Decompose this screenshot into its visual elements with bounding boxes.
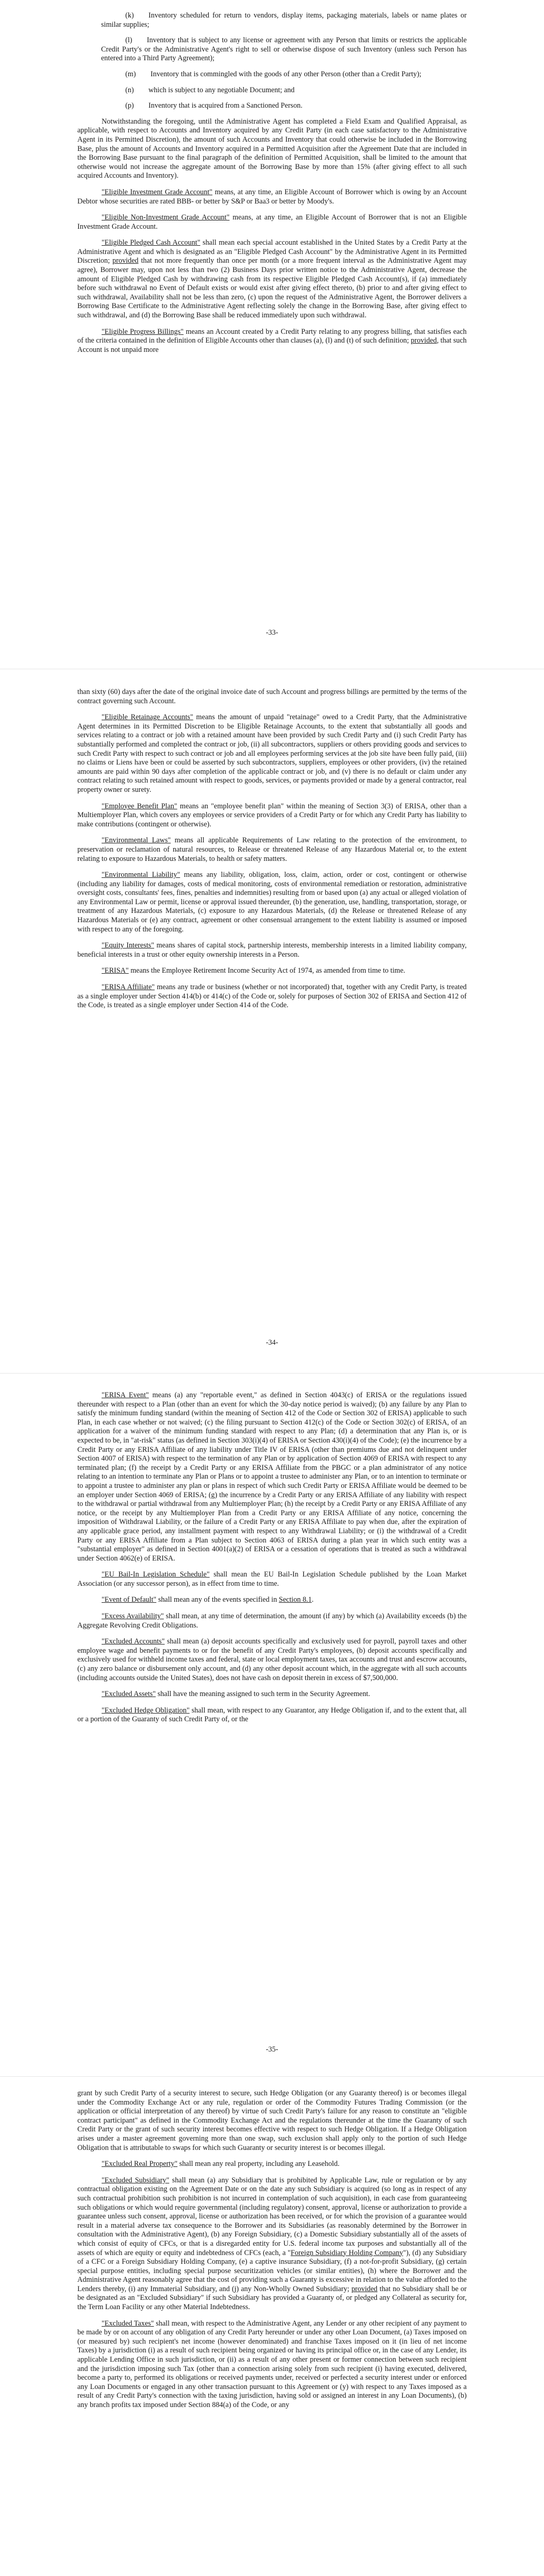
def-eligible-non-investment-grade-account: "Eligible Non-Investment Grade Account" means, at any time, an Eligible Account of Borrower that is not an Eligible Investment Grade Account.	[77, 213, 467, 231]
defined-term: "Eligible Progress Billings"	[102, 327, 184, 336]
def-equity-interests: "Equity Interests" means shares of capital stock, partnership interests, membership interests in a limited liability company, beneficial interests in a trust or other equity ownership interests in a Person.	[77, 941, 467, 959]
defined-term: "Eligible Pledged Cash Account"	[102, 239, 201, 247]
defined-term: "Eligible Non-Investment Grade Account"	[102, 213, 230, 222]
page-number: -34-	[266, 1338, 278, 1347]
def-excess-availability: "Excess Availability" shall mean, at any time of determination, the amount (if any) by which (a) Availability exceeds (b) the Aggregate Revolving Credit Obligations.	[77, 1612, 467, 1630]
clause-p: (p) Inventory that is acquired from a Sanctioned Person.	[125, 101, 303, 110]
def-erisa: "ERISA" means the Employee Retirement Income Security Act of 1974, as amended from time to time.	[102, 967, 405, 975]
defined-term: "ERISA Event"	[102, 1391, 149, 1399]
defined-term: "EU Bail-In Legislation Schedule"	[102, 1570, 210, 1579]
defined-term: "Excluded Subsidiary"	[102, 2176, 170, 2184]
def-eligible-investment-grade-account: "Eligible Investment Grade Account" means, at any time, an Eligible Account of Borrower which is owing by an Account Debtor whose securities are rated BBB- or better by S&P or Baa3 or better by Moody's.	[77, 188, 467, 206]
page-number: -35-	[266, 2045, 278, 2054]
defined-term: "Event of Default"	[102, 1596, 157, 1604]
defined-term: "Employee Benefit Plan"	[102, 802, 177, 810]
defined-term: "Excluded Taxes"	[102, 2319, 154, 2328]
continued-paragraph: grant by such Credit Party of a security interest to secure, such Hedge Obligation (or any Guaranty thereof) is or becomes illegal under the Commodity Exchange Act or any rule, regulation or order of the Commodity Futures Trading Commission (or the application or official interpretation of any thereof) by virtue of such Credit Party's failure for any reason to constitute an "eligible contract participant" as defined in the Commodity Exchange Act and the regulations thereunder at the time the Guaranty of such Credit Party or the grant of such security interest becomes effective with respect to such Hedge Obligation. If a Hedge Obligation arises under a master agreement governing more than one swap, such exclusion shall apply only to the portion of such Hedge Obligation that is attributable to swaps for which such Guaranty or security interest is or becomes illegal.	[77, 2089, 467, 2152]
page-34	[0, 688, 544, 1018]
defined-term: "Environmental Laws"	[102, 836, 171, 845]
defined-term: "ERISA Affiliate"	[102, 983, 155, 992]
defined-term: "Excluded Hedge Obligation"	[102, 1706, 190, 1715]
page-number: -33-	[266, 629, 278, 637]
def-erisa-event: "ERISA Event" means (a) any "reportable event," as defined in Section 4043(c) of ERISA or the regulations issued thereunder with respect to a Plan (other than an event for which the 30-day notice period is waived); (b) any failure by any Plan to satisfy the minimum funding standard (within the meaning of Section 412 of the Code or Section 302 of ERISA) applicable to such Plan, in each case whether or not waived; (c) the filing pursuant to Section 412(c) of the Code or Section 302(c) of ERISA, of an application for a waiver of the minimum funding standard with respect to any Plan; (d) a determination that any Plan is, or is expected to be, in "at-risk" status (as defined in Section 303(i)(4) of ERISA or Section 430(i)(4) of the Code); (e) the incurrence by a Credit Party or any ERISA Affiliate of any liability under Title IV of ERISA (other than premiums due and not delinquent under Section 4007 of ERISA) with respect to the termination of any Plan or by application of Section 4069 of ERISA with respect to any terminated plan; (f) the receipt by a Credit Party or any ERISA Affiliate from the PBGC or a plan administrator of any notice relating to an intention to terminate any Plan or Plans or to appoint a trustee to administer any Plan, or to an intention to terminate or to appoint a trustee to administer any plan or plans in respect of which such Credit Party or ERISA Affiliate would be deemed to be an employer under Section 4069 of ERISA; (g) the incurrence by a Credit Party or any ERISA Affiliate of any liability with respect to the withdrawal or partial withdrawal from any Multiemployer Plan; (h) the receipt by a Credit Party or any ERISA Affiliate of any notice, or the receipt by any Multiemployer Plan from a Credit Party or any ERISA Affiliate of any notice, concerning the imposition of Withdrawal Liability, or the failure of a Credit Party or any ERISA Affiliate to pay when due, after the expiration of any applicable grace period, any installment payment with respect to any Withdrawal Liability; or (i) the withdrawal of a Credit Party or any ERISA Affiliate from a Plan subject to Section 4063 of ERISA during a plan year in which such entity was a "substantial employer" as defined in Section 4001(a)(2) of ERISA or a cessation of operations that is treated as such a withdrawal under Section 4062(e) of ERISA.	[77, 1391, 467, 1563]
continued-paragraph: than sixty (60) days after the date of the original invoice date of such Account and progress billings are permitted by the terms of the contract governing such Account.	[77, 688, 467, 705]
def-eligible-progress-billings: "Eligible Progress Billings" means an Account created by a Credit Party relating to any progress billing, that satisfies each of the criteria contained in the definition of Eligible Accounts other than clauses (a), (l) and (t) of such definition; provided, that such Account is not unpaid more	[77, 327, 467, 354]
def-excluded-accounts: "Excluded Accounts" shall mean (a) deposit accounts specifically and exclusively used for payroll, payroll taxes and other employee wage and benefit payments to or for the benefit of any Credit Party's employees, (b) deposit accounts specifically and exclusively used for withheld income taxes and federal, state or local employment taxes, tax accounts and trust and escrow accounts, (c) any zero balance or disbursement only account, and (d) any other deposit account which, in the aggregate with all such accounts (including accounts outside the United States), does not have cash on deposit therein in excess of $7,500,000.	[77, 1637, 467, 1682]
clause-n: (n) which is subject to any negotiable Document; and	[125, 86, 295, 94]
section-reference: Section 8.1	[278, 1596, 312, 1604]
page-separator	[0, 1373, 544, 1374]
defined-term: "Environmental Liability"	[102, 871, 180, 879]
defined-term: "Excluded Real Property"	[102, 2160, 178, 2168]
defined-term: "ERISA"	[102, 967, 129, 975]
def-erisa-affiliate: "ERISA Affiliate" means any trade or business (whether or not incorporated) that, together with any Credit Party, is treated as a single employer under Section 414(b) or 414(c) of the Code or, solely for purposes of Section 302 of ERISA and Section 412 of the Code, is treated as a single employer under Section 414 of the Code.	[77, 983, 467, 1010]
page-separator	[0, 2076, 544, 2077]
def-environmental-liability: "Environmental Liability" means any liability, obligation, loss, claim, action, order or cost, contingent or otherwise (including any liability for damages, costs of medical monitoring, costs of environmental remediation or restoration, administrative oversight costs, consultants' fees, fines, penalties and indemnities) resulting from or based upon (a) any actual or alleged violation of any Environmental Law or permit, license or approval issued thereunder, (b) the generation, use, handling, transportation, storage, or treatment of any Hazardous Materials, (c) exposure to any Hazardous Materials, (d) the Release or threatened Release of any Hazardous Materials or (e) any contract, agreement or other consensual arrangement to the extent liability is assumed or imposed with respect to any of the foregoing.	[77, 871, 467, 934]
def-event-of-default: "Event of Default" shall mean any of the events specified in Section 8.1.	[102, 1596, 314, 1604]
defined-term: "Eligible Retainage Accounts"	[102, 713, 193, 722]
def-excluded-subsidiary: "Excluded Subsidiary" shall mean (a) any Subsidiary that is prohibited by Applicable Law, rule or regulation or by any contractual obligation existing on the Agreement Date or on the date any such Subsidiary is acquired (so long as in respect of any such contractual prohibition such prohibition is not incurred in contemplation of such acquisition), in each case from guaranteeing such obligations or which would require governmental (including regulatory) consent, approval, license or authorization to provide a guarantee unless such consent, approval, license or authorization has been received, or for which the provision of a guarantee would result in a material adverse tax consequence to the Borrower and its Subsidiaries (as reasonably determined by the Borrower in consultation with the Administrative Agent), (b) any Foreign Subsidiary, (c) a Domestic Subsidiary substantially all of the assets of which consist of equity of CFCs, or that is a disregarded entity for U.S. federal income tax purposes and substantially all of the assets of which are equity or equity and indebtedness of CFCs (each, a "Foreign Subsidiary Holding Company"), (d) any Subsidiary of a CFC or a Foreign Subsidiary Holding Company, (e) a captive insurance Subsidiary, (f) a not-for-profit Subsidiary, (g) certain special purpose entities, including special purpose securitization vehicles (or similar entities), (h) where the Borrower and the Administrative Agent reasonably agree that the cost of providing such a Guaranty is excessive in relation to the value afforded to the Lenders thereby, (i) any Immaterial Subsidiary, and (j) any Non-Wholly Owned Subsidiary; provided that no Subsidiary shall be or be designated as an "Excluded Subsidiary" if such Subsidiary has provided a Guaranty of, or pledged any Collateral as security for, the Term Loan Facility or any other Material Indebtedness.	[77, 2176, 467, 2312]
page-36	[0, 2089, 544, 2417]
def-excluded-hedge-obligation: "Excluded Hedge Obligation" shall mean, with respect to any Guarantor, any Hedge Obligation if, and to the extent that, all or a portion of the Guaranty of such Credit Party of, or the	[77, 1706, 467, 1724]
def-excluded-taxes: "Excluded Taxes" shall mean, with respect to the Administrative Agent, any Lender or any other recipient of any payment to be made by or on account of any obligation of any Credit Party hereunder or under any other Loan Document, (a) Taxes imposed on (or measured by) such recipient's net income (however denominated) and franchise Taxes imposed on it (in lieu of net income Taxes) by a jurisdiction (i) as a result of such recipient being organized or having its principal office or, in the case of any Lender, its applicable Lending Office in such jurisdiction, or (ii) as a result of any other present or former connection between such recipient and the jurisdiction imposing such Tax (other than a connection arising solely from such recipient (i) having executed, delivered, become a party to, performed its obligations or received payments under, received or perfected a security interest under or enforced any Loan Documents or engaged in any other transaction pursuant to this Agreement or (y) with respect to any Taxes imposed as a result of any Credit Party's connection with the taxing jurisdiction, having sold or assigned an interest in any Loan Documents), (b) any branch profits tax imposed under Section 884(a) of the Code, or any	[77, 2319, 467, 2409]
page-33	[0, 11, 544, 362]
def-excluded-real-property: "Excluded Real Property" shall mean any real property, including any Leasehold.	[102, 2160, 340, 2168]
clause-k: (k) Inventory scheduled for return to vendors, display items, packaging materials, labels or name plates or similar supplies;	[101, 11, 467, 29]
defined-term: "Excluded Accounts"	[102, 1637, 165, 1646]
def-eligible-retainage-accounts: "Eligible Retainage Accounts" means the amount of unpaid "retainage" owed to a Credit Party, that the Administrative Agent determines in its Permitted Discretion to be Eligible Retainage Accounts, to the extent that substantially all goods and services relating to a contract or job with a retained amount have been provided by such Credit Party and (i) such Credit Party has substantially performed and completed the contract or job, (ii) all subcontractors, suppliers or others providing goods and services to such Credit Party with respect to such contract or job and all employees performing services at the job site have been fully paid, (iii) no claims or Liens have been or could be asserted by such subcontractors, suppliers, employees or other providers, (iv) the retained amounts are paid within 90 days after completion of the applicable contract or job, and (v) there is no default or claim under any contract relating to such retained amount with respect to goods, services, or payments provided or made by a general contractor, real property owner or surety.	[77, 713, 467, 794]
defined-term: "Eligible Investment Grade Account"	[102, 188, 212, 196]
def-eu-bail-in-legislation-schedule: "EU Bail-In Legislation Schedule" shall mean the EU Bail-In Legislation Schedule published by the Loan Market Association (or any successor person), as in effect from time to time.	[77, 1570, 467, 1588]
clause-l: (l) Inventory that is subject to any license or agreement with any Person that limits or restricts the applicable Credit Party's or the Administrative Agent's right to sell or otherwise dispose of such Inventory (unless such Person has entered into a Third Party Agreement);	[101, 36, 467, 63]
page-35	[0, 1391, 544, 1732]
defined-term: "Excluded Assets"	[102, 1690, 156, 1699]
defined-term: "Excess Availability"	[102, 1612, 164, 1621]
defined-term: "Equity Interests"	[102, 941, 154, 950]
def-excluded-assets: "Excluded Assets" shall have the meaning assigned to such term in the Security Agreement.	[102, 1690, 370, 1699]
def-employee-benefit-plan: "Employee Benefit Plan" means an "employee benefit plan" within the meaning of Section 3(3) of ERISA, other than a Multiemployer Plan, which covers any employees or service providers of a Credit Party or for which any Credit Party has liability to make contributions (contingent or otherwise).	[77, 802, 467, 828]
def-environmental-laws: "Environmental Laws" means all applicable Requirements of Law relating to the protection of the environment, to preservation or reclamation of natural resources, to Release or threatened Release of any Hazardous Material or, to the extent relating to exposure to Hazardous Materials, to health or safety matters.	[77, 836, 467, 863]
def-eligible-pledged-cash-account: "Eligible Pledged Cash Account" shall mean each special account established in the United States by a Credit Party at the Administrative Agent and which is designated as an "Eligible Pledged Cash Account" by the Administrative Agent in its Permitted Discretion; provided that not more frequently than once per month (or a more frequent interval as the Administrative Agent may agree), Borrower may, upon not less than two (2) Business Days prior written notice to the Administrative Agent, decrease the amount of Eligible Pledged Cash by withdrawing cash from its respective Eligible Pledged Cash Account(s), if (a) immediately before such withdrawal no Event of Default exists or would exist after giving effect thereto, (b) prior to and after giving effect to such withdrawal, Availability shall not be less than zero, (c) upon the request of the Administrative Agent, the Borrower delivers a Borrowing Base Certificate to the Administrative Agent reflecting solely the change in the Borrowing Base, after giving effect to such withdrawal, and (d) the Borrowing Base shall be reduced immediately upon such withdrawal.	[77, 239, 467, 320]
clause-m: (m) Inventory that is commingled with the goods of any other Person (other than a Credit Party);	[125, 70, 422, 78]
notwithstanding-paragraph: Notwithstanding the foregoing, until the Administrative Agent has completed a Field Exam and Qualified Appraisal, as applicable, with respect to Accounts and Inventory acquired by any Credit Party (in each case satisfactory to the Administrative Agent in its Permitted Discretion), the amount of such Accounts and Inventory that could otherwise be included in the Borrowing Base, plus the amount of Accounts and Inventory acquired in a Permitted Acquisition after the Agreement Date that are included in the Borrowing Base pursuant to the final paragraph of the definition of Permitted Acquisition, shall be limited to the amount that otherwise would not increase the aggregate amount of the Borrowing Base by more than 15% (after giving effect to all such acquired Accounts and Inventory).	[77, 117, 467, 180]
